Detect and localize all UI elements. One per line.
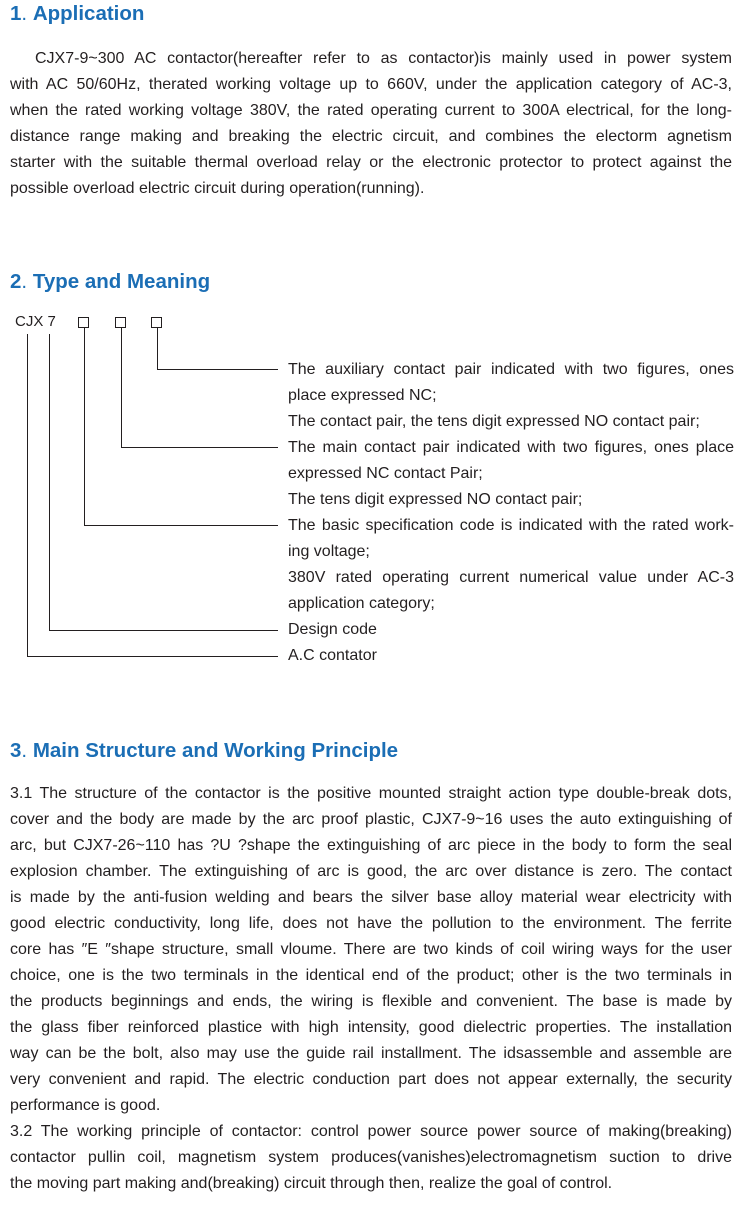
paragraph-line: the products beginnings and ends, the wiring is flexible and convenient. The base is made by — [10, 993, 732, 1010]
desc-tens-digit-line: The tens digit expressed NO contact pair; — [288, 491, 583, 508]
leader-line-main-contact — [122, 328, 279, 448]
paragraph-line: the moving part making and(breaking) circuit through then, realize the goal of control. — [10, 1175, 613, 1192]
paragraph-line: CJX7-9~300 AC contactor(hereafter refer to as contactor)is mainly used in power system — [35, 50, 732, 67]
paragraph-line: contactor pullin coil, magnetism system produces(vanishes)electromagnetism suction to drive — [10, 1149, 732, 1166]
desc-basic-spec-line: ing voltage; — [288, 543, 370, 560]
paragraph-line: is made by the anti-fusion welding and bears the silver base alloy material wear electricity with — [10, 889, 732, 906]
section-3-title: Main Structure and Working Principle — [32, 739, 399, 762]
paragraph-line: possible overload electric circuit during operation(running). — [10, 180, 425, 197]
paragraph-line: very convenient and rapid. The electric conduction part does not appear externally, the security — [10, 1071, 732, 1088]
paragraph-line: 3.1 The structure of the contactor is the positive mounted straight action type double-break dots, — [10, 785, 732, 802]
paragraph-line: choice, one is the two terminals in the identical end of the product; other is the two terminals in — [10, 967, 732, 984]
section-3-number: 3 — [10, 739, 22, 762]
leader-line-ac-contator — [28, 334, 279, 657]
paragraph-line: good electric conductivity, long life, does not have the pollution to the environment. The ferrite — [10, 915, 732, 932]
section-1-heading: 1. Application — [10, 2, 145, 25]
section-1-title: Application — [32, 2, 145, 25]
section-2-heading: 2. Type and Meaning — [10, 270, 211, 293]
desc-main-contact-line: The main contact pair indicated with two figures, ones place — [288, 439, 734, 456]
paragraph-line: cover and the body are made by the arc proof plastic, CJX7-9~16 uses the auto extinguishing of — [10, 811, 732, 828]
paragraph-line: core has ″E ″shape structure, small vloume. There are two kinds of coil wiring ways for the user — [10, 941, 732, 958]
section-2-number: 2 — [10, 270, 22, 293]
paragraph-line: the glass fiber reinforced plastice with high intensity, good dielectric properties. The installation — [10, 1019, 732, 1036]
desc-main-contact-line: expressed NC contact Pair; — [288, 465, 483, 482]
section-3-heading: 3. Main Structure and Working Principle — [10, 739, 399, 762]
paragraph-line: way can be the bolt, also may use the guide rail installment. The idsassemble and assemble are — [10, 1045, 732, 1062]
paragraph-line: with AC 50/60Hz, therated working voltage up to 660V, under the application category of AC-3, — [10, 76, 732, 93]
section-1-number: 1 — [10, 2, 22, 25]
paragraph-line: 3.2 The working principle of contactor: control power source power source of making(breaking) — [10, 1123, 732, 1140]
desc-design-code: Design code — [288, 621, 377, 638]
desc-contact-pair-line: The contact pair, the tens digit expressed NO contact pair; — [288, 413, 700, 430]
desc-rated-current-line: 380V rated operating current numerical value under AC-3 — [288, 569, 734, 586]
section-2-title: Type and Meaning — [32, 270, 211, 293]
paragraph-line: when the rated working voltage 380V, the rated operating current to 300A electrical, for the long- — [10, 102, 732, 119]
desc-basic-spec-line: The basic specification code is indicated with the rated work- — [288, 517, 734, 534]
paragraph-line: performance is good. — [10, 1097, 161, 1114]
leader-line-rated-current — [85, 328, 279, 526]
leader-line-design-code — [50, 334, 279, 631]
paragraph-line: starter with the suitable thermal overload relay or the electronic protector to protect against the — [10, 154, 732, 171]
desc-ac-contator: A.C contator — [288, 647, 377, 664]
leader-line-auxiliary-contact — [158, 328, 279, 370]
paragraph-line: distance range making and breaking the electric circuit, and combines the electorm agnetism — [10, 128, 732, 145]
desc-rated-current-line: application category; — [288, 595, 435, 612]
paragraph-line: arc, but CJX7-26~110 has ?U ?shape the extinguishing of arc piece in the body to form the seal — [10, 837, 732, 854]
desc-auxiliary-contact-line: The auxiliary contact pair indicated with two figures, ones — [288, 361, 734, 378]
model-code-prefix: CJX 7 — [15, 313, 56, 330]
paragraph-line: explosion chamber. The extinguishing of arc is good, the arc over distance is zero. The contact — [10, 863, 732, 880]
desc-auxiliary-contact-line: place expressed NC; — [288, 387, 437, 404]
structure-paragraph — [10, 781, 732, 1197]
